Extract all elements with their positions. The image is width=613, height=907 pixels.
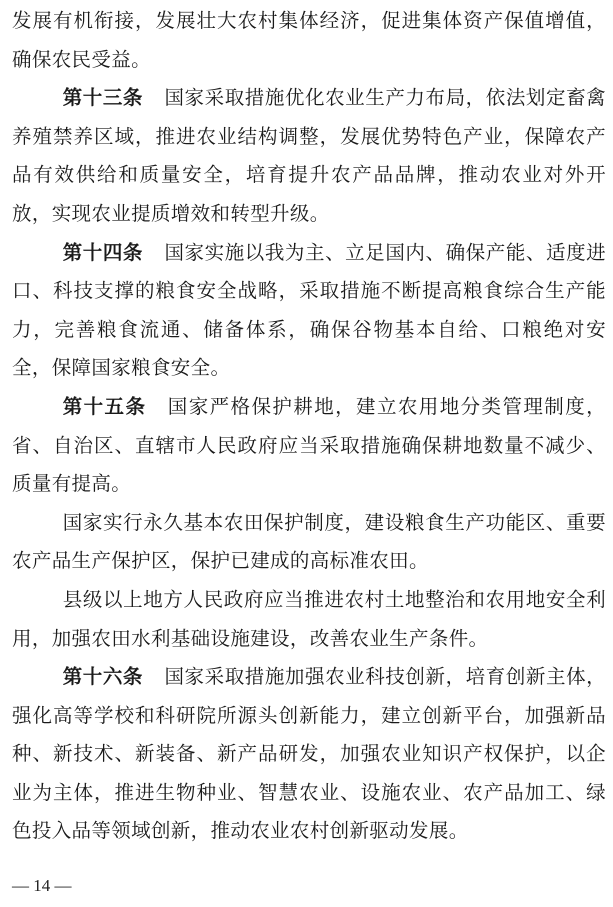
article-number: 第十三条 <box>62 86 144 110</box>
paragraph-article-15 <box>12 388 606 504</box>
paragraph-text: 国家实施以我为主、立足国内、确保产能、适度进口、科技支撑的粮食安全战略，采取措施不断提高粮食综合生产能力，完善粮食流通、储备体系，确保谷物基本自给、口粮绝对安全，保障国家粮食安全。 <box>12 240 606 380</box>
paragraph-text: 发展有机衔接，发展壮大农村集体经济，促进集体资产保值增值，确保农民受益。 <box>12 9 606 71</box>
article-number: 第十四条 <box>62 240 144 264</box>
page-number: — 14 — <box>12 876 72 895</box>
paragraph-article-15-part-3 <box>12 581 606 658</box>
paragraph-text: 国家实行永久基本农田保护制度，建设粮食生产功能区、重要农产品生产保护区，保护已建成的高标准农田。 <box>12 510 606 573</box>
paragraph-article-16 <box>12 658 606 851</box>
paragraph-text: 国家采取措施优化农业生产力布局，依法划定畜禽养殖禁养区域，推进农业结构调整，发展优势特色产业，保障农产品有效供给和质量安全，培育提升农产品品牌，推动农业对外开放，实现农业提质增效和转型升级。 <box>12 86 606 225</box>
paragraph-text: 国家采取措施加强农业科技创新，培育创新主体，强化高等学校和科研院所源头创新能力，建立创新平台，加强新品种、新技术、新装备、新产品研发，加强农业知识产权保护，以企业为主体，推进生物种业、智慧农业、设施农业、农产品加工、绿色投入品等领域创新，推动农业农村创新驱动发展。 <box>12 665 606 843</box>
paragraph-article-15-part-2 <box>12 504 606 581</box>
body-text <box>12 2 606 851</box>
paragraph-article-13 <box>12 79 606 233</box>
paragraph-text: 县级以上地方人民政府应当推进农村土地整治和农用地安全利用，加强农田水利基础设施建设，改善农业生产条件。 <box>12 587 606 650</box>
paragraph-article-14 <box>12 234 606 388</box>
paragraph-text: 国家严格保护耕地，建立农用地分类管理制度，省、自治区、直辖市人民政府应当采取措施确保耕地数量不减少、质量有提高。 <box>12 394 606 496</box>
paragraph-1 <box>12 2 606 79</box>
article-number: 第十六条 <box>62 665 144 689</box>
article-number: 第十五条 <box>62 394 147 418</box>
